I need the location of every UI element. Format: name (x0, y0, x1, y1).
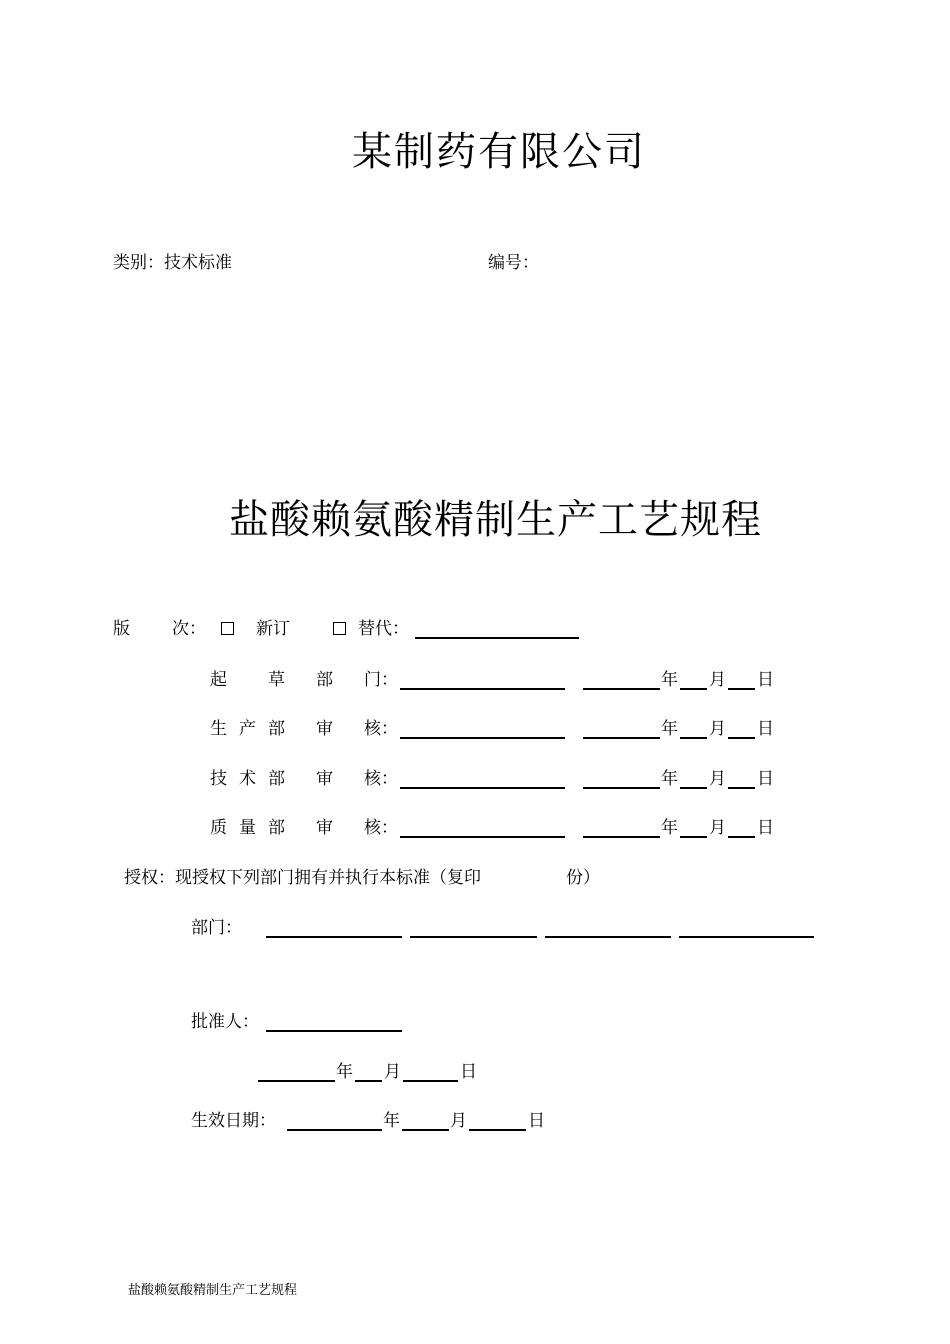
approval-char: 起 (210, 670, 227, 690)
department-blank-1[interactable] (266, 936, 402, 938)
checkbox-replace[interactable] (333, 622, 346, 635)
year-unit: 年 (661, 769, 678, 789)
day-unit: 日 (757, 818, 774, 838)
day-blank[interactable] (728, 688, 755, 690)
version-label-b: 次： (172, 619, 206, 639)
approval-char: 核： (364, 818, 398, 838)
number-label: 编号： (488, 253, 539, 273)
departments-label: 部门： (191, 918, 242, 938)
category-value: 技术标准 (164, 253, 232, 273)
approval-char: 审 (316, 818, 333, 838)
day-blank[interactable] (728, 737, 755, 739)
approval-char: 草 (268, 670, 285, 690)
document-title: 盐酸赖氨酸精制生产工艺规程 (229, 497, 762, 543)
page-footer: 盐酸赖氨酸精制生产工艺规程 (128, 1283, 298, 1298)
approval-char: 部 (268, 818, 285, 838)
version-label-a: 版 (113, 619, 130, 639)
category-label: 类别： (113, 253, 164, 273)
signature-blank[interactable] (400, 787, 565, 789)
signature-blank[interactable] (400, 836, 565, 838)
year-unit: 年 (661, 818, 678, 838)
category-field (113, 251, 232, 275)
effective-date-label: 生效日期： (191, 1111, 276, 1131)
approval-char: 部 (316, 670, 333, 690)
day-unit: 日 (757, 719, 774, 739)
approval-char: 质 (210, 818, 227, 838)
month-blank[interactable] (680, 787, 707, 789)
day-blank[interactable] (728, 787, 755, 789)
approval-char: 核： (364, 769, 398, 789)
year-unit: 年 (661, 719, 678, 739)
approval-char: 术 (239, 769, 256, 789)
effective-year-unit: 年 (383, 1111, 400, 1131)
approver-label: 批准人： (191, 1012, 259, 1032)
year-blank[interactable] (583, 737, 660, 739)
month-unit: 月 (709, 818, 726, 838)
approver-day-unit: 日 (460, 1062, 477, 1082)
approval-char: 审 (316, 719, 333, 739)
approval-char: 部 (268, 719, 285, 739)
department-blank-4[interactable] (679, 936, 814, 938)
company-name: 某制药有限公司 (352, 129, 646, 175)
approval-char: 生 (210, 719, 227, 739)
department-blank-3[interactable] (545, 936, 671, 938)
approver-year-unit: 年 (336, 1062, 353, 1082)
approver-blank[interactable] (266, 1030, 402, 1032)
approval-char: 量 (239, 818, 256, 838)
month-unit: 月 (709, 670, 726, 690)
year-blank[interactable] (583, 688, 660, 690)
approval-char: 审 (316, 769, 333, 789)
approval-char: 技 (210, 769, 227, 789)
department-blank-2[interactable] (410, 936, 537, 938)
year-blank[interactable] (583, 787, 660, 789)
approval-char: 部 (268, 769, 285, 789)
month-blank[interactable] (680, 737, 707, 739)
approver-year-blank[interactable] (258, 1080, 335, 1082)
day-unit: 日 (757, 769, 774, 789)
authorization-copies: 份） (566, 868, 600, 888)
approval-char: 核： (364, 719, 398, 739)
replace-blank[interactable] (415, 637, 579, 639)
approval-char: 门： (364, 670, 398, 690)
day-unit: 日 (757, 670, 774, 690)
authorization-text: 授权：现授权下列部门拥有并执行本标准（复印 (124, 868, 481, 888)
month-blank[interactable] (680, 688, 707, 690)
approver-month-blank[interactable] (355, 1080, 382, 1082)
year-blank[interactable] (583, 836, 660, 838)
approver-month-unit: 月 (384, 1062, 401, 1082)
effective-month-blank[interactable] (402, 1129, 449, 1131)
effective-day-blank[interactable] (469, 1129, 526, 1131)
approval-char: 产 (239, 719, 256, 739)
effective-year-blank[interactable] (287, 1129, 382, 1131)
checkbox-new[interactable] (221, 622, 234, 635)
signature-blank[interactable] (400, 688, 565, 690)
year-unit: 年 (661, 670, 678, 690)
effective-day-unit: 日 (528, 1111, 545, 1131)
month-unit: 月 (709, 719, 726, 739)
signature-blank[interactable] (400, 737, 565, 739)
month-unit: 月 (709, 769, 726, 789)
month-blank[interactable] (680, 836, 707, 838)
option-replace-label: 替代： (358, 619, 409, 639)
option-new-label: 新订 (256, 619, 290, 639)
approver-day-blank[interactable] (403, 1080, 458, 1082)
day-blank[interactable] (728, 836, 755, 838)
effective-month-unit: 月 (450, 1111, 467, 1131)
